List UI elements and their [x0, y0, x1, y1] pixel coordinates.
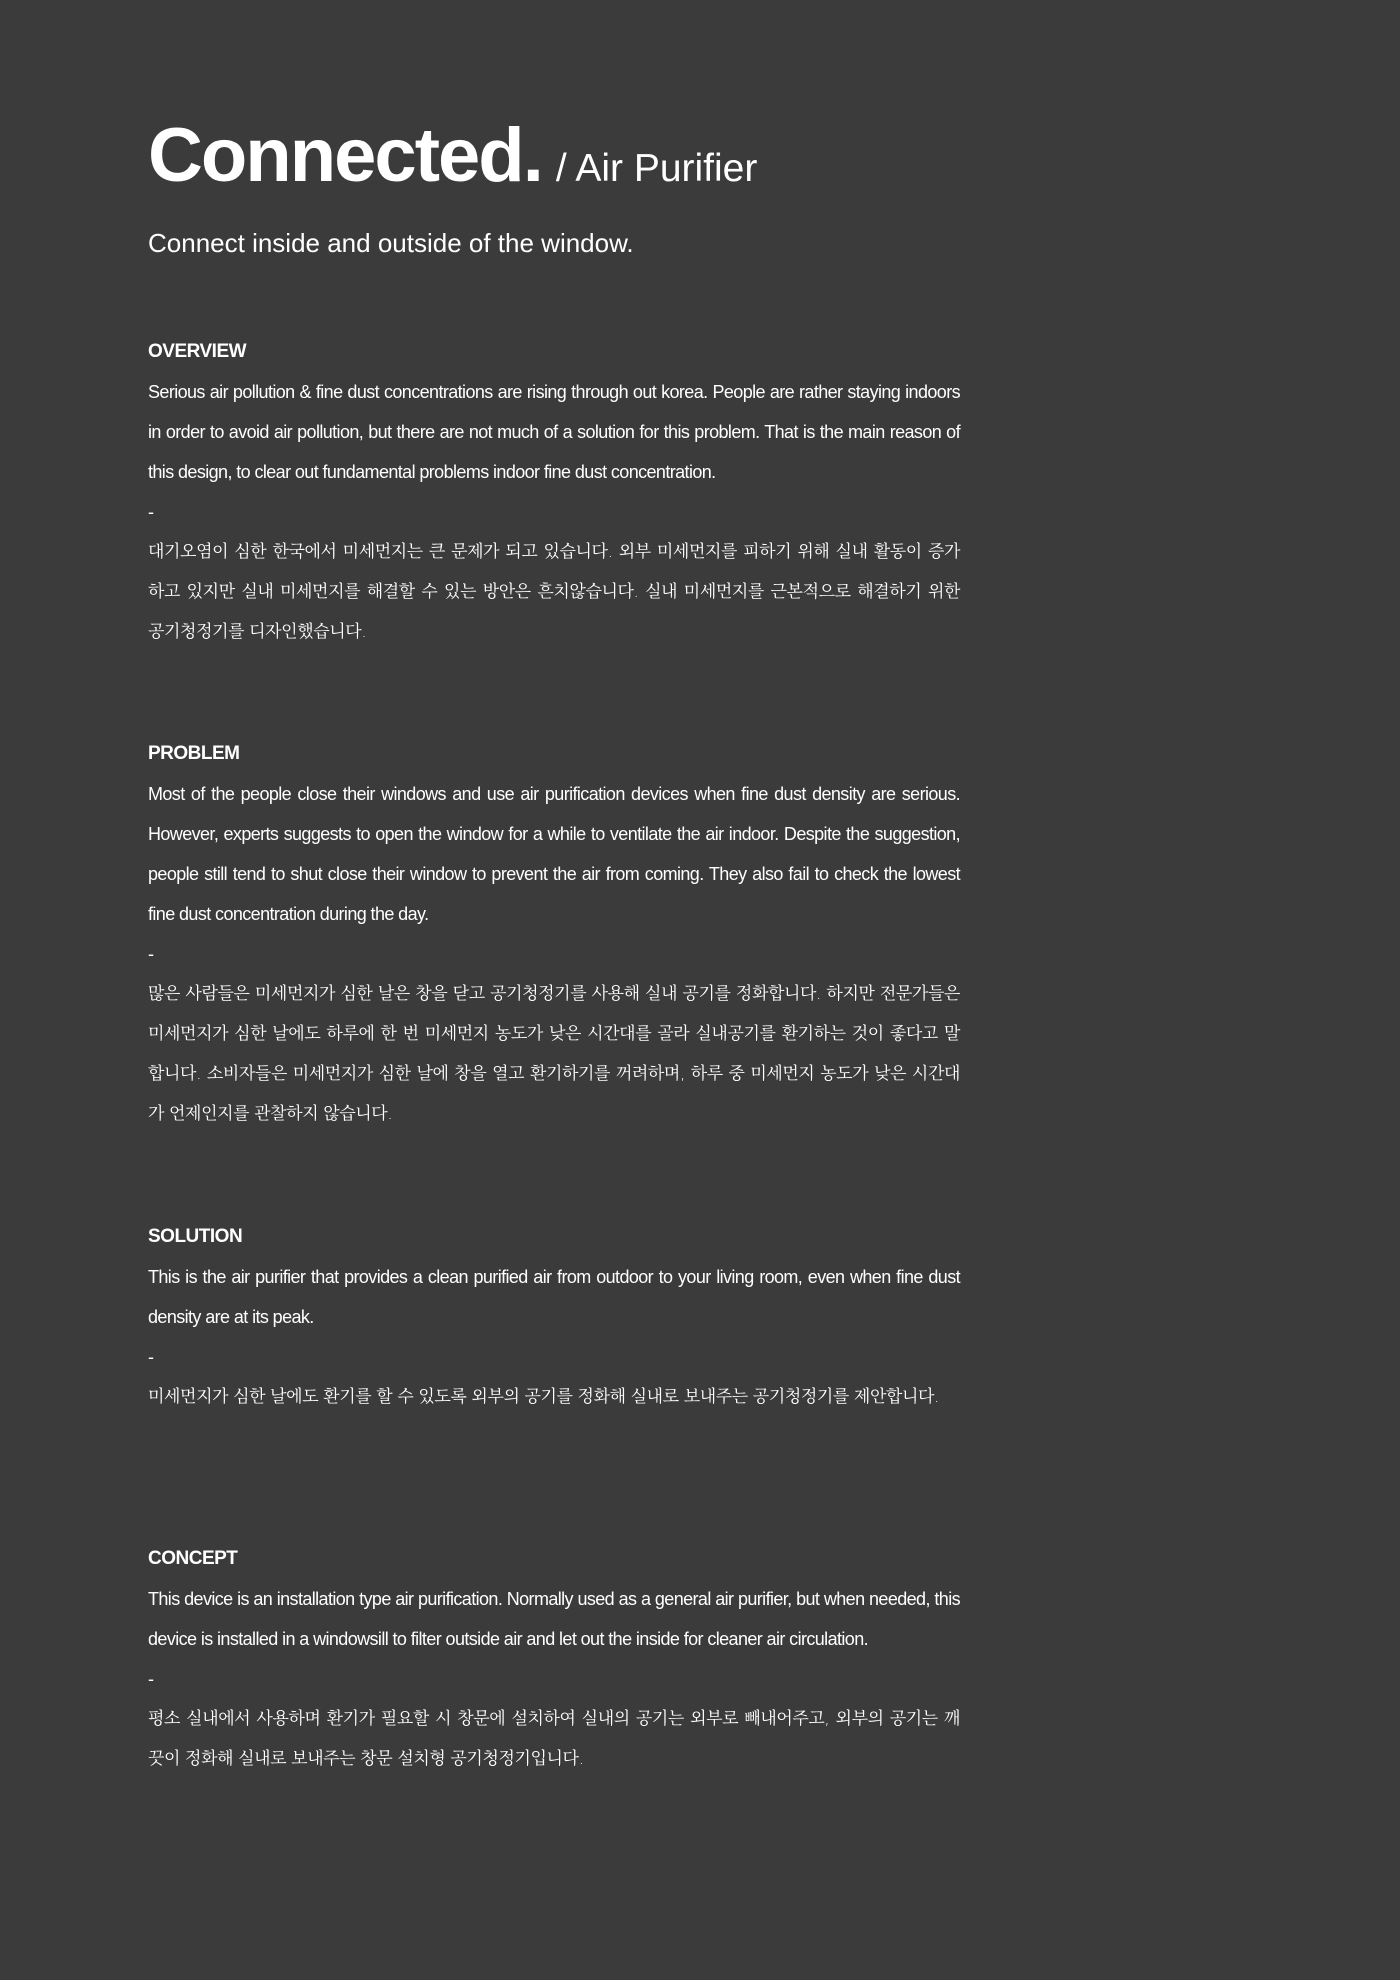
solution-separator: - [148, 1347, 154, 1367]
tagline: Connect inside and outside of the window. [148, 228, 634, 258]
overview-section [148, 332, 960, 652]
problem-heading: PROBLEM [148, 743, 240, 764]
page-subtitle: / Air Purifier [555, 147, 758, 190]
overview-korean-text: 대기오염이 심한 한국에서 미세먼지는 큰 문제가 되고 있습니다. 외부 미세먼지를 피하기 위해 실내 활동이 증가하고 있지만 실내 미세먼지를 해결할 수 있는 방안은 흔치않습니다. 실내 미세먼지를 근본적으로 해결하기 위한 공기청정기를 디자인했습니다. [148, 542, 960, 642]
problem-separator: - [148, 944, 154, 964]
solution-korean-text: 미세먼지가 심한 날에도 환기를 할 수 있도록 외부의 공기를 정화해 실내로 보내주는 공기청정기를 제안합니다. [148, 1387, 940, 1407]
problem-korean-text: 많은 사람들은 미세먼지가 심한 날은 창을 닫고 공기청정기를 사용해 실내 공기를 정화합니다. 하지만 전문가들은 미세먼지가 심한 날에도 하루에 한 번 미세먼지 농도가 낮은 시간대를 골라 실내공기를 환기하는 것이 좋다고 말합니다. 소비자들은 미세먼지가 심한 날에 창을 열고 환기하기를 꺼려하며, 하루 중 미세먼지 농도가 낮은 시간대가 언제인지를 관찰하지 않습니다. [148, 984, 960, 1124]
overview-heading: OVERVIEW [148, 341, 247, 362]
solution-section [148, 1217, 960, 1417]
solution-english-text: This is the air purifier that provides a clean purified air from outdoor to your living room, even when fine dust density are at its peak. [148, 1267, 960, 1327]
problem-english-text: Most of the people close their windows and use air purification devices when fine dust density are serious. However, experts suggests to open the window for a while to ventilate the air indoor. Despite the suggestion, people still tend to shut close their window to prevent the air from coming. They also fail to check the lowest fine dust concentration during the day. [148, 784, 960, 924]
problem-section [148, 734, 960, 1134]
concept-english-text: This device is an installation type air purification. Normally used as a general air purifier, but when needed, this device is installed in a windowsill to filter outside air and let out the inside for cleaner air circulation. [148, 1589, 960, 1649]
overview-separator: - [148, 502, 154, 522]
concept-heading: CONCEPT [148, 1548, 238, 1569]
solution-heading: SOLUTION [148, 1226, 243, 1247]
page-title: Connected. [148, 113, 542, 198]
concept-separator: - [148, 1669, 154, 1689]
page-header [148, 113, 960, 198]
concept-section [148, 1539, 960, 1779]
overview-english-text: Serious air pollution & fine dust concentrations are rising through out korea. People are rather staying indoors in order to avoid air pollution, but there are not much of a solution for this problem. That is the main reason of this design, to clear out fundamental problems indoor fine dust concentration. [148, 382, 960, 482]
concept-korean-text: 평소 실내에서 사용하며 환기가 필요할 시 창문에 설치하여 실내의 공기는 외부로 빼내어주고, 외부의 공기는 깨끗이 정화해 실내로 보내주는 창문 설치형 공기청정기입니다. [148, 1709, 960, 1769]
